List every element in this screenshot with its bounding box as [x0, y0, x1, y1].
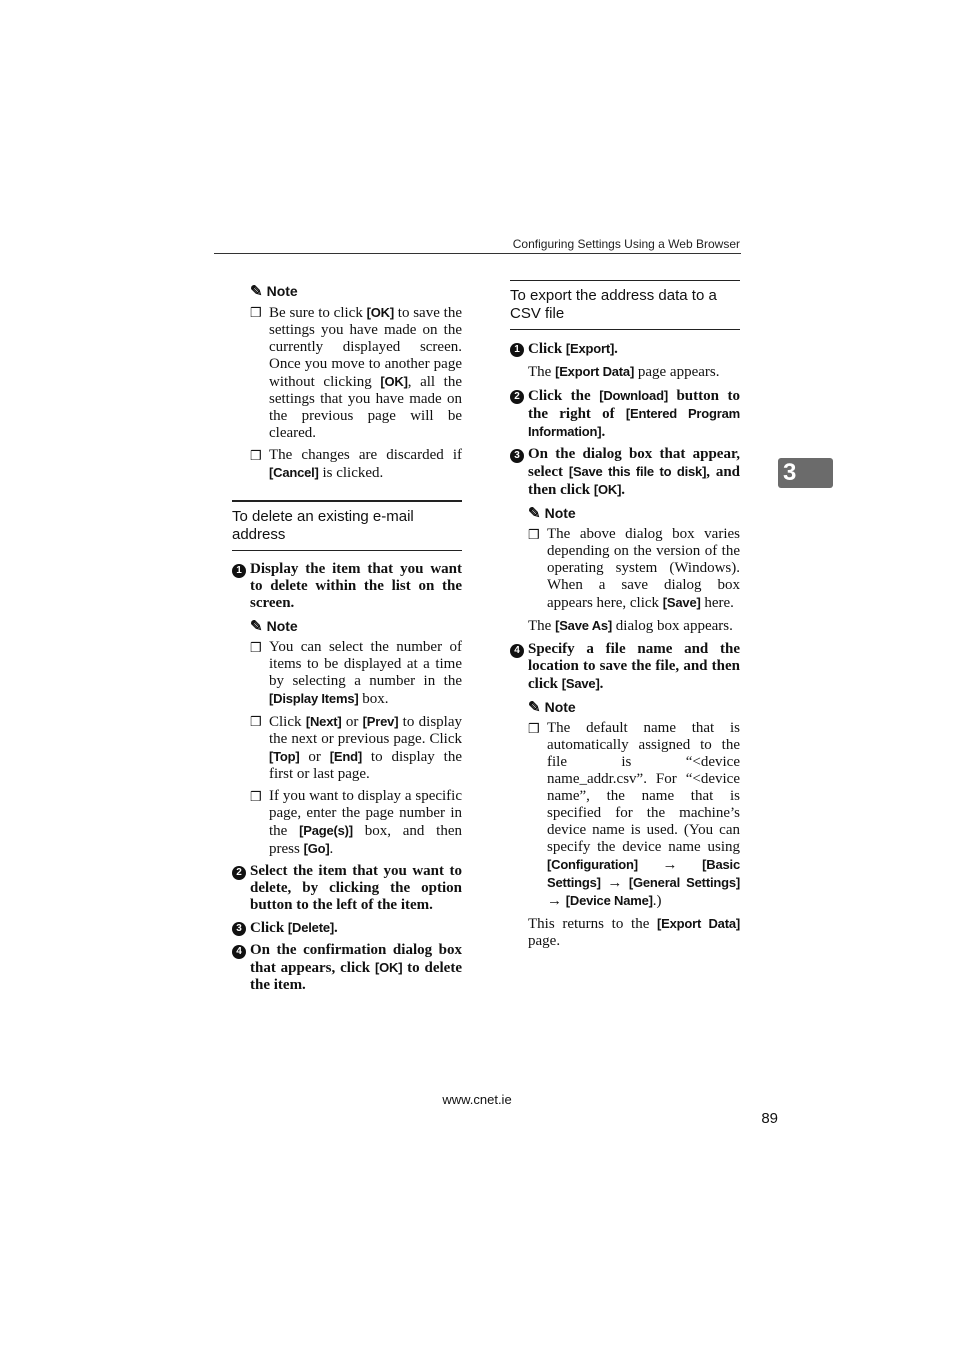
text: page appears. — [634, 364, 720, 380]
step-number: 4 — [510, 644, 524, 658]
text: to delete the item. — [250, 960, 462, 993]
note-label: Note — [544, 699, 576, 715]
note-heading — [250, 617, 462, 635]
text: Click — [250, 920, 288, 936]
ui-label: [Configuration] — [547, 857, 638, 872]
text: Click — [269, 714, 306, 730]
ui-label: [Delete] — [287, 920, 334, 935]
step — [510, 641, 740, 693]
text: dialog box appears. — [612, 618, 733, 634]
text: The — [528, 618, 556, 634]
note-item — [250, 447, 462, 482]
ui-label: [Go] — [303, 841, 330, 856]
text: . — [599, 676, 604, 692]
ui-label: [OK] — [593, 482, 622, 497]
text: .) — [652, 893, 662, 909]
note-item — [528, 720, 740, 910]
text: page. — [528, 933, 561, 949]
step-number: 3 — [510, 449, 524, 463]
note-item — [250, 713, 462, 783]
step-number: 1 — [510, 343, 524, 357]
step-number: 3 — [232, 922, 246, 936]
arrow-text: → — [547, 893, 566, 909]
text: is clicked. — [318, 465, 384, 481]
note-label: Note — [266, 618, 298, 634]
arrow-text: → — [637, 857, 703, 873]
step — [510, 340, 740, 358]
arrow-text: → — [600, 875, 629, 891]
ui-label: [Save] — [662, 595, 701, 610]
checkbox-bullet-icon: ❒ — [528, 527, 540, 542]
step-text: Select the item that you want to delete, by clicking the option button to the left of the item. — [250, 863, 462, 913]
ui-label: [OK] — [380, 374, 408, 389]
chapter-tab: 3 — [778, 458, 833, 488]
text: . — [621, 482, 625, 498]
note-heading — [528, 504, 740, 522]
ui-label: [Cancel] — [269, 465, 319, 480]
note-item — [250, 639, 462, 708]
text: to save the settings you have made on the currently displayed screen. Once you move to another page without clicking — [269, 305, 462, 390]
pencil-icon: ✎ — [250, 618, 263, 635]
header-rule — [214, 253, 741, 254]
page-number: 89 — [761, 1110, 778, 1127]
step-number: 1 — [232, 564, 246, 578]
step-number: 2 — [232, 866, 246, 880]
note-item — [528, 526, 740, 612]
ui-label: [Next] — [305, 714, 342, 729]
note-item — [250, 788, 462, 858]
footer-url: www.cnet.ie — [442, 1092, 512, 1107]
text: On the dialog box that appear, select — [528, 446, 740, 480]
running-header: Configuring Settings Using a Web Browser — [512, 237, 740, 251]
text: The default name that is automatically assigned to the file is “<device name_addr.csv”. For “<device name”, the name that is specified for the machine’s device name is used. (You can specify the device name using — [547, 720, 740, 855]
ui-label: [Prev] — [362, 714, 399, 729]
step — [510, 387, 740, 441]
text: or — [299, 749, 330, 765]
checkbox-bullet-icon: ❒ — [250, 714, 262, 729]
pencil-icon: ✎ — [528, 699, 541, 716]
step-result — [528, 915, 740, 950]
step-number: 4 — [232, 945, 246, 959]
ui-label: [OK] — [366, 305, 394, 320]
text: . — [329, 841, 334, 857]
checkbox-bullet-icon: ❒ — [250, 305, 262, 320]
checkbox-bullet-icon: ❒ — [250, 640, 262, 655]
checkbox-bullet-icon: ❒ — [250, 789, 262, 804]
ui-label: [Device Name] — [565, 893, 653, 908]
text: Specify a file name and the location to save the file, and then click — [528, 641, 740, 692]
text: If you want to display a specific page, enter the page number in the — [269, 788, 462, 839]
ui-label: [Export Data] — [657, 916, 740, 931]
step — [232, 863, 462, 914]
ui-label: [Export Data] — [555, 364, 635, 379]
ui-label: [General Settings] — [628, 875, 740, 890]
step — [232, 919, 462, 937]
ui-label: [OK] — [374, 960, 403, 975]
step — [232, 942, 462, 994]
text: . — [601, 424, 606, 440]
step-result — [528, 363, 740, 381]
text: to display the first or last page. — [269, 749, 462, 782]
text: or — [341, 714, 363, 730]
text: Click — [528, 341, 566, 357]
text: The above dialog box varies depending on the version of the operating system (Windows). When a save dialog box appears here, click — [547, 526, 740, 611]
ui-label: [Page(s)] — [299, 823, 353, 838]
ui-label: [Display Items] — [269, 691, 359, 706]
text: You can select the number of items to be displayed at a time by selecting a number in the — [269, 639, 462, 689]
section-heading: To delete an existing e-mail address — [232, 500, 462, 551]
ui-label: [Save] — [561, 676, 600, 691]
checkbox-bullet-icon: ❒ — [528, 721, 540, 736]
ui-label: [Basic Settings] — [547, 857, 740, 890]
pencil-icon: ✎ — [250, 283, 263, 300]
checkbox-bullet-icon: ❒ — [250, 448, 262, 463]
text: . — [614, 341, 618, 357]
note-label: Note — [266, 283, 298, 299]
text: Be sure to click — [269, 305, 367, 321]
text: On the confirmation dialog box that appears, click — [250, 942, 462, 976]
ui-label: [Save As] — [555, 618, 613, 633]
right-column — [510, 280, 740, 956]
ui-label: [Download] — [599, 388, 668, 403]
note-heading — [528, 698, 740, 716]
ui-label: [Entered Program Information] — [528, 406, 741, 439]
text: to display the next or previous page. Click — [269, 714, 463, 747]
text: This returns to the — [528, 916, 658, 932]
left-column — [232, 280, 462, 999]
step — [232, 561, 462, 612]
note-heading — [250, 282, 462, 300]
text: The — [528, 364, 556, 380]
step-text: Display the item that you want to delete within the list on the screen. — [250, 561, 462, 611]
text: box. — [358, 691, 389, 707]
text: The changes are discarded if — [269, 447, 462, 463]
ui-label: [Export] — [565, 341, 615, 356]
step-result — [528, 617, 740, 635]
pencil-icon: ✎ — [528, 505, 541, 522]
section-heading: To export the address data to a CSV file — [510, 280, 740, 330]
ui-label: [Top] — [269, 749, 300, 764]
step — [510, 446, 740, 499]
text: here. — [700, 595, 734, 611]
note-label: Note — [544, 505, 576, 521]
text: box, and then press — [269, 823, 463, 857]
text: Click the — [528, 388, 600, 404]
text: . — [334, 920, 338, 936]
text: , and then click — [528, 464, 741, 498]
text: button to the right of — [528, 388, 740, 422]
text: , all the settings that you have made on the previous page will be cleared. — [269, 374, 462, 441]
step-number: 2 — [510, 390, 524, 404]
note-item — [250, 304, 462, 442]
ui-label: [Save this file to disk] — [568, 464, 707, 479]
ui-label: [End] — [329, 749, 363, 764]
